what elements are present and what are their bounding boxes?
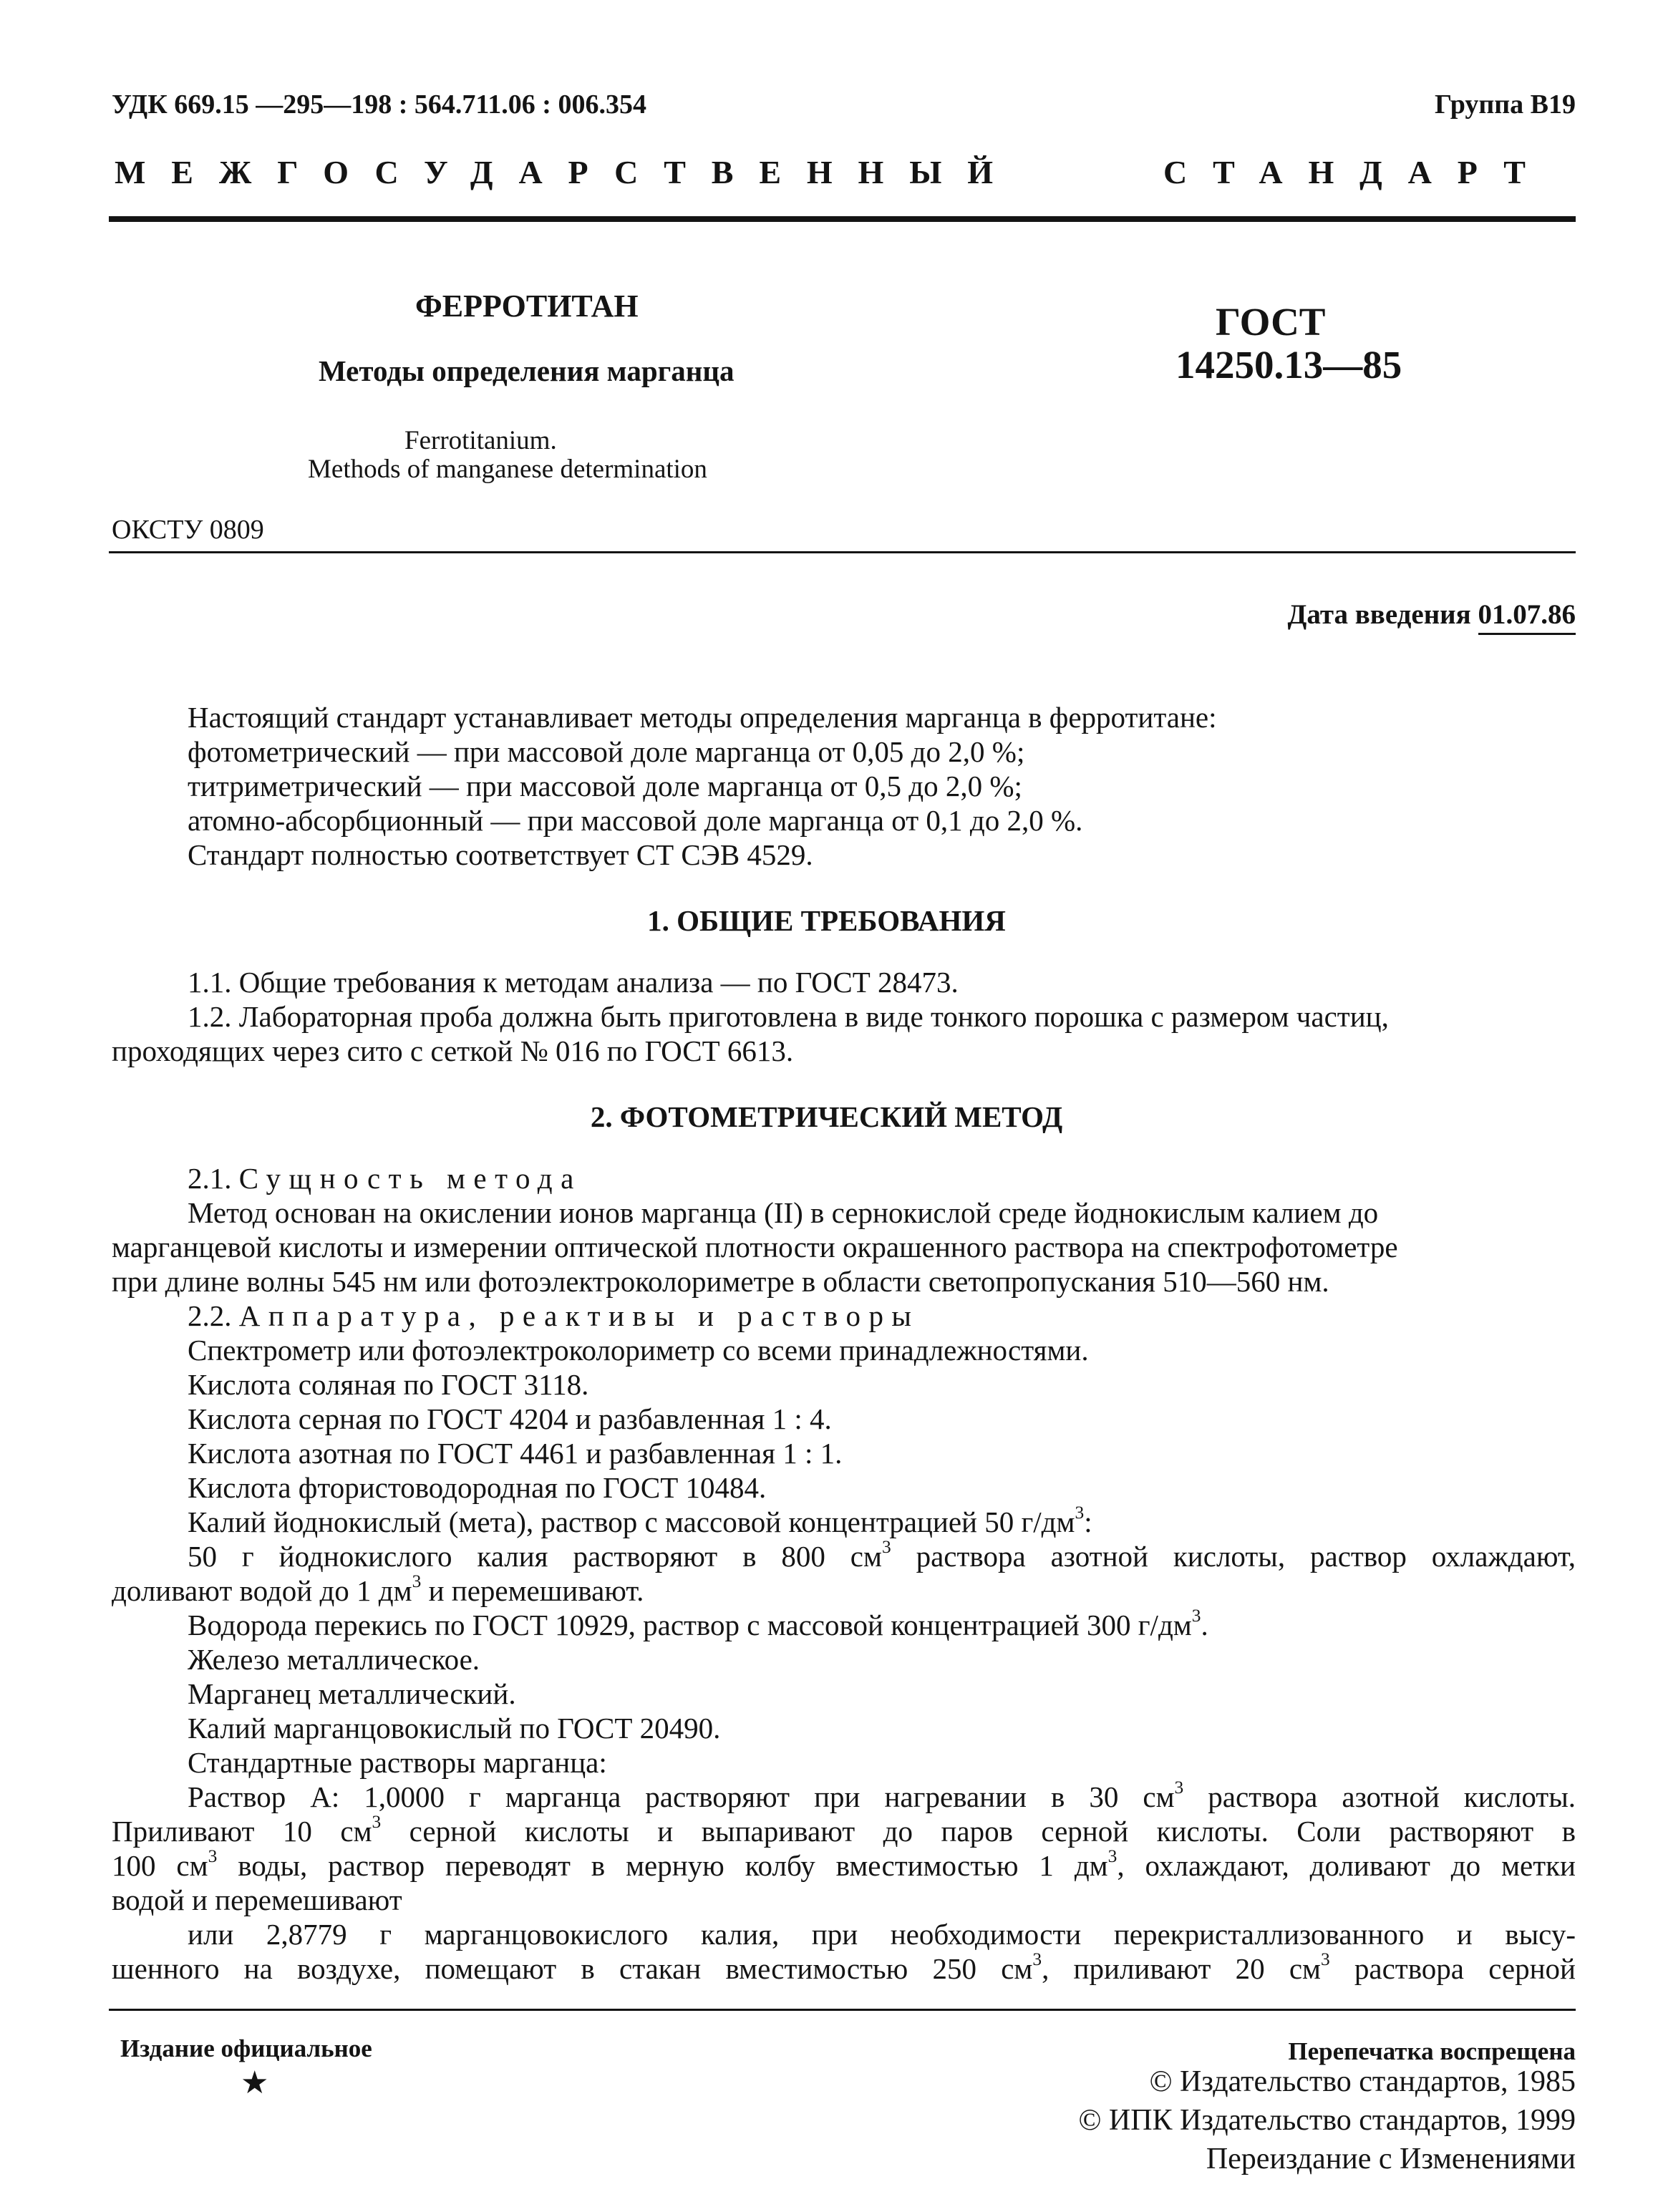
introduction-date: [1288, 598, 1576, 631]
reagent-item: Кислота соляная по ГОСТ 3118.: [188, 1368, 589, 1401]
banner-interstate: МЕЖГОСУДАРСТВЕННЫЙ: [115, 154, 1019, 190]
english-title-line2: Methods of manganese determination: [308, 455, 707, 484]
subsection-title: Сущность метода: [238, 1162, 582, 1195]
banner-standard: СТАНДАРТ: [1163, 154, 1551, 190]
reissue-note: Переиздание с Изменениями: [1206, 2143, 1576, 2175]
copyright-1985: © Издательство стандартов, 1985: [1149, 2065, 1576, 2098]
reagent-item: Кислота фтористоводородная по ГОСТ 10484.: [188, 1471, 767, 1504]
section-2-title: 2. ФОТОМЕТРИЧЕСКИЙ МЕТОД: [590, 1100, 1063, 1133]
footer-rule: [109, 2009, 1576, 2011]
header-rule: [109, 216, 1576, 222]
subsection-2-1-heading: [188, 1161, 1576, 1195]
paragraph-1-1: 1.1. Общие требования к методам анализа — по ГОСТ 28473.: [188, 966, 959, 999]
method-essence-line3: при длине волны 545 нм или фотоэлектроколориметре в области светопропускания 510—560 нм.: [112, 1265, 1329, 1298]
paragraph-1-2-line1: 1.2. Лабораторная проба должна быть приготовлена в виде тонкого порошка с размером частиц,: [188, 1000, 1389, 1033]
reagent-manganese: Марганец металлический.: [188, 1677, 516, 1710]
reagent-item: Кислота азотная по ГОСТ 4461 и разбавленная 1 : 1.: [188, 1437, 843, 1470]
method-essence-line2: марганцевой кислоты и измерении оптической плотности окрашенного раствора на спектрофотометре: [112, 1231, 1398, 1263]
solution-a-line2: Приливают 10 $см^3$ серной кислоты и выпаривают до паров серной кислоты. Соли растворяют в: [112, 1811, 1576, 1848]
date-value: 01.07.86: [1478, 599, 1576, 635]
english-title-line1: Ferrotitanium.: [404, 426, 557, 455]
document-title: ФЕРРОТИТАН: [415, 288, 639, 324]
gost-label: ГОСТ: [1216, 300, 1326, 344]
reagent-iron: Железо металлическое.: [188, 1643, 480, 1676]
reagent-iodate: Калий йоднокислый (мета), раствор с массовой концентрацией 50 $г/дм^3$:: [188, 1502, 1092, 1538]
solution-a-line4: водой и перемешивают: [112, 1883, 402, 1916]
udk-code: УДК 669.15 —295—198 : 564.711.06 : 006.354: [112, 89, 646, 120]
iodate-prep-line2: доливают водой до 1 $дм^3$ и перемешивают.: [112, 1571, 644, 1607]
solution-a-line3: 100 $см^3$ воды, раствор переводят в мерную колбу вместимостью 1 $дм^3$, охлаждают, доливают до метки: [112, 1845, 1576, 1882]
paragraph-1-2-line2: проходящих через сито с сеткой № 016 по ГОСТ 6613.: [112, 1034, 794, 1067]
subsection-number: 2.2.: [188, 1299, 232, 1332]
solution-a-line1: Раствор А: 1,0000 г марганца растворяют при нагревании в 30 $см^3$ раствора азотной кислоты.: [188, 1777, 1576, 1813]
group-code: Группа В19: [1434, 89, 1576, 120]
star-icon: ★: [241, 2065, 269, 2100]
title-rule: [109, 551, 1576, 553]
reagent-peroxide: Водорода перекись по ГОСТ 10929, раствор с массовой концентрацией 300 $г/дм^3$.: [188, 1605, 1208, 1641]
alternative-line2: шенного на воздухе, помещают в стакан вместимостью 250 $см^3$, приливают 20 $см^3$ раствора серной: [112, 1949, 1576, 1985]
method-essence-line1: Метод основан на окислении ионов марганца (II) в сернокислой среде йоднокислым калием до: [188, 1196, 1379, 1229]
gost-number: 14250.13—85: [1175, 343, 1402, 387]
intro-line: титриметрический — при массовой доле марганца от 0,5 до 2,0 %;: [188, 770, 1022, 802]
reagent-item: Спектрометр или фотоэлектроколориметр со всеми принадлежностями.: [188, 1334, 1089, 1367]
intro-line: Настоящий стандарт устанавливает методы определения марганца в ферротитане:: [188, 701, 1217, 734]
official-edition: Издание официальное: [120, 2034, 372, 2062]
subsection-number: 2.1.: [188, 1162, 232, 1195]
subsection-2-2-heading: [188, 1299, 1576, 1333]
reagent-permanganate: Калий марганцовокислый по ГОСТ 20490.: [188, 1712, 721, 1745]
intro-line: Стандарт полностью соответствует СТ СЭВ 4529.: [188, 838, 813, 871]
copyright-1999: © ИПК Издательство стандартов, 1999: [1078, 2104, 1576, 2137]
intro-line: атомно-абсорбционный — при массовой доле марганца от 0,1 до 2,0 %.: [188, 804, 1083, 837]
reagent-item: Кислота серная по ГОСТ 4204 и разбавленная 1 : 4.: [188, 1402, 832, 1435]
date-label: Дата введения: [1287, 599, 1471, 630]
iodate-prep-line1: 50 г йоднокислого калия растворяют в 800 $см^3$ раствора азотной кислоты, раствор охлаждают,: [188, 1536, 1576, 1573]
alternative-line1: или 2,8779 г марганцовокислого калия, при необходимости перекристаллизованного и высу-: [188, 1918, 1576, 1951]
subsection-title: Аппаратура, реактивы и растворы: [238, 1299, 920, 1332]
okstu-code: ОКСТУ 0809: [112, 515, 264, 545]
document-subtitle: Методы определения марганца: [319, 354, 735, 387]
section-1-title: 1. ОБЩИЕ ТРЕБОВАНИЯ: [647, 904, 1006, 937]
intro-line: фотометрический — при массовой доле марганца от 0,05 до 2,0 %;: [188, 735, 1025, 768]
standard-solutions-heading: Стандартные растворы марганца:: [188, 1746, 607, 1779]
reprint-notice: Перепечатка воспрещена: [1288, 2037, 1576, 2065]
